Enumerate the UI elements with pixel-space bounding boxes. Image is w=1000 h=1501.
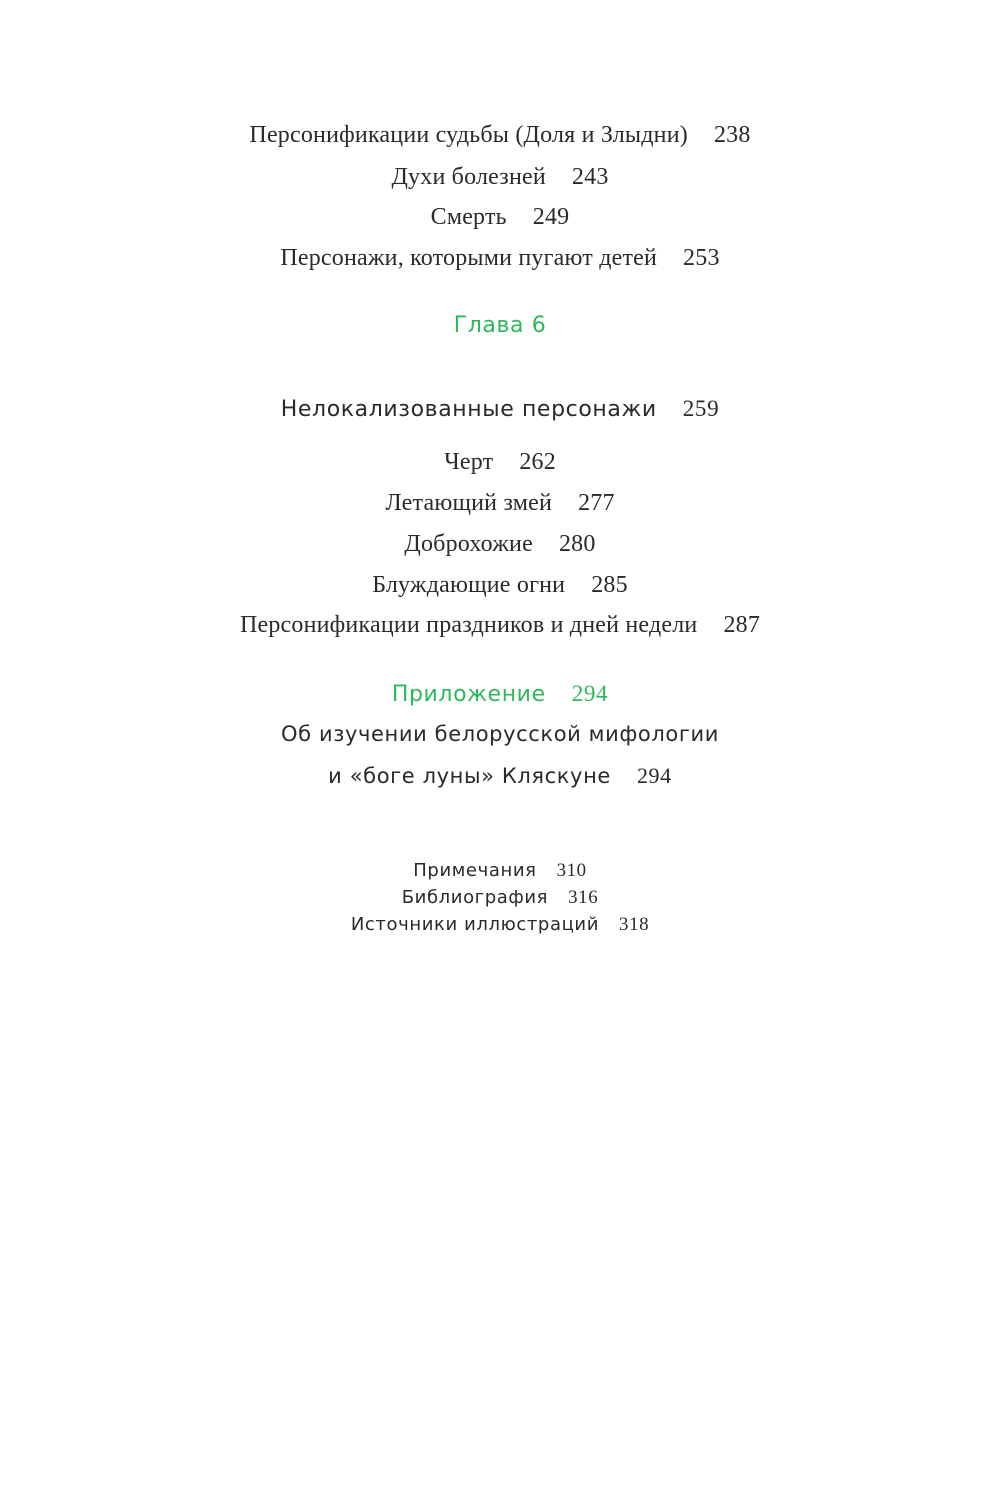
back-matter-page: 318 [619,914,650,935]
toc-entry-title: Летающий змей [385,490,553,516]
appendix-title-page: 294 [636,763,672,788]
back-matter-entry [0,887,1000,909]
toc-entry [0,572,1000,599]
back-matter-title: Источники иллюстраций [350,914,600,935]
back-matter-title: Библиография [401,887,549,908]
back-matter-entry [0,860,1000,882]
toc-entry-page: 280 [558,531,596,557]
toc-entry [0,204,1000,231]
toc-entry [0,612,1000,639]
appendix-title-text: и «боге луны» Кляскуне [328,764,611,788]
toc-entry [0,122,1000,149]
toc-entry-title: Персонификации судьбы (Доля и Злыдни) [249,122,688,148]
toc-entry [0,245,1000,272]
toc-entry-title: Духи болезней [391,164,546,190]
chapter-label [0,313,1000,338]
toc-entry-page: 243 [571,164,609,190]
back-matter-page: 310 [556,860,587,881]
back-matter-entry [0,914,1000,936]
appendix-label [0,680,1000,707]
toc-entry-title: Черт [444,449,494,475]
appendix-title-line2 [0,763,1000,789]
appendix-title-line1 [0,722,1000,746]
toc-entry-page: 262 [519,449,556,475]
toc-entry-title: Персонификации праздников и дней недели [239,612,698,638]
appendix-label-text: Приложение [391,682,546,707]
toc-entry [0,449,1000,476]
chapter-title-text: Нелокализованные персонажи [280,397,657,422]
toc-entry-title: Смерть [430,204,507,230]
toc-entry-page: 253 [683,245,720,271]
chapter-title [0,395,1000,422]
toc-entry-title: Блуждающие огни [372,572,566,598]
appendix-title-text: Об изучении белорусской мифологии [281,722,719,746]
toc-entry-title: Доброхожие [404,531,533,557]
toc-entry-title: Персонажи, которыми пугают детей [280,245,658,271]
toc-entry-page: 238 [713,122,751,148]
chapter-label-text: Глава 6 [453,313,547,338]
toc-entry [0,490,1000,517]
toc-entry-page: 287 [723,612,761,638]
back-matter-page: 316 [568,887,599,908]
toc-entry-page: 249 [532,204,570,230]
chapter-title-page: 259 [682,395,720,421]
toc-entry-page: 285 [591,572,628,598]
back-matter-title: Примечания [413,860,537,881]
appendix-label-page: 294 [571,680,609,706]
toc-entry [0,531,1000,558]
toc-entry-page: 277 [578,490,615,516]
toc-entry [0,164,1000,191]
